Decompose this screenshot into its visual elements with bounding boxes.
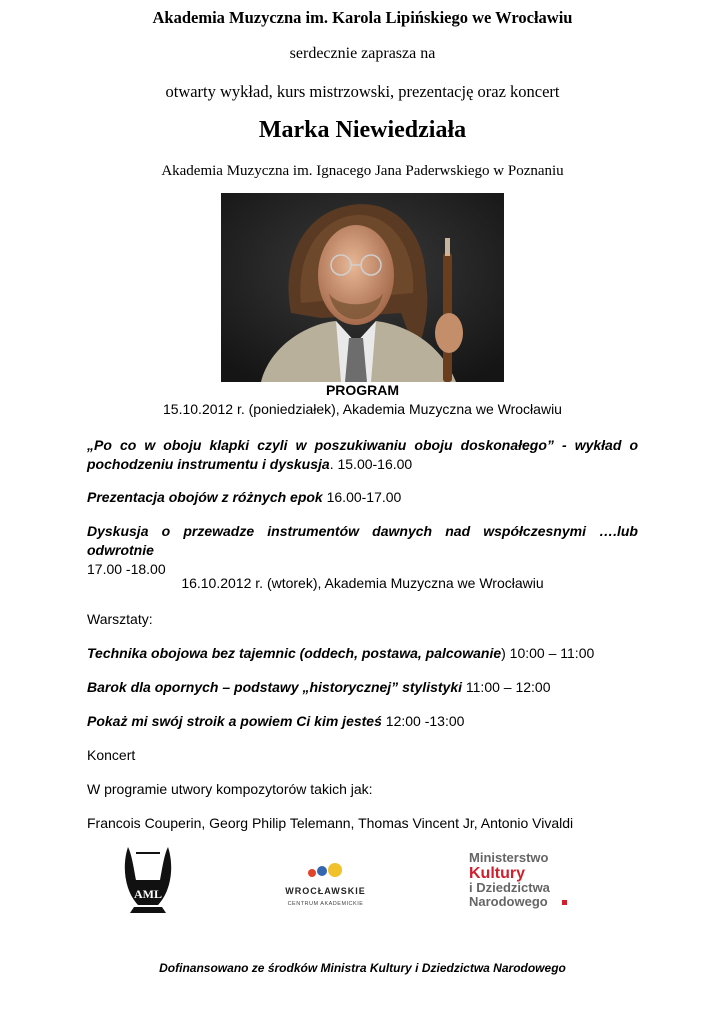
lecture-title-line2: pochodzeniu instrumentu i dyskusja [87,456,330,472]
ministry-accent-square [562,900,567,905]
invitation-line: serdecznie zaprasza na [289,45,436,62]
composers-list: Francois Couperin, Georg Philip Telemann, Thomas Vincent Jr, Antonio Vivaldi [87,815,574,831]
discussion-time: 17.00 -18.00 [87,561,166,577]
performer-name: Marka Niewiedziała [258,117,467,143]
ministry-line4: Narodowego [469,894,548,909]
program-item-presentation [87,488,638,507]
workshops-label: Warsztaty: [87,611,153,627]
presentation-title: Prezentacja obojów z różnych epok [87,489,323,505]
presentation-time: 16.00-17.00 [322,489,402,505]
academy-lyre-logo [120,845,176,915]
workshop-time: ) 10:00 – 11:00 [501,645,595,661]
wca-name: WROCŁAWSKIE [285,886,366,896]
wca-logo [278,860,373,912]
performer-affiliation: Akademia Muzyczna im. Ignacego Jana Paderwskiego w Poznaniu [161,163,564,179]
footer-funding-note: Dofinansowano ze środków Ministra Kultury i Dziedzictwa Narodowego [159,961,566,975]
program-item-lecture [87,436,638,474]
composers-intro: W programie utwory kompozytorów takich jak: [87,781,373,797]
workshop-item [87,644,638,663]
institution-heading: Akademia Muzyczna im. Karola Lipińskiego we Wrocławiu [152,8,573,27]
concert-label: Koncert [87,747,136,763]
workshop-title: Barok dla opornych – podstawy „historycznej” stylistyki [87,679,462,695]
ministry-line2: Kultury [469,865,525,882]
workshop-time: 11:00 – 12:00 [462,679,551,695]
day2-heading: 16.10.2012 r. (wtorek), Akademia Muzyczna we Wrocławiu [181,575,544,591]
academy-monogram: AML [134,887,162,901]
workshop-title: Pokaż mi swój stroik a powiem Ci kim jesteś [87,713,382,729]
ministry-logo [467,850,577,910]
program-item-discussion [87,522,638,579]
ministry-line1: Ministerstwo [469,850,549,865]
wca-subtitle: CENTRUM AKADEMICKIE [287,901,364,907]
ministry-line3: i Dziedzictwa [469,880,550,895]
discussion-title: Dyskusja o przewadze instrumentów dawnych nad współczesnymi ….lub odwrotnie [87,523,638,558]
lecture-title-line1: „Po co w oboju klapki czyli w poszukiwaniu oboju doskonałego” - wykład o [87,437,638,453]
workshop-time: 12:00 -13:00 [381,713,465,729]
workshop-item [87,678,638,697]
program-title: PROGRAM [325,382,400,398]
workshop-title: Technika obojowa bez tajemnic (oddech, postawa, palcowanie [87,645,502,661]
workshop-item [87,712,638,731]
lecture-time: . 15.00-16.00 [329,456,413,472]
day1-heading: 15.10.2012 r. (poniedziałek), Akademia Muzyczna we Wrocławiu [163,401,562,417]
performer-photo [221,193,504,382]
events-line: otwarty wykład, kurs mistrzowski, prezentację oraz koncert [165,82,560,101]
